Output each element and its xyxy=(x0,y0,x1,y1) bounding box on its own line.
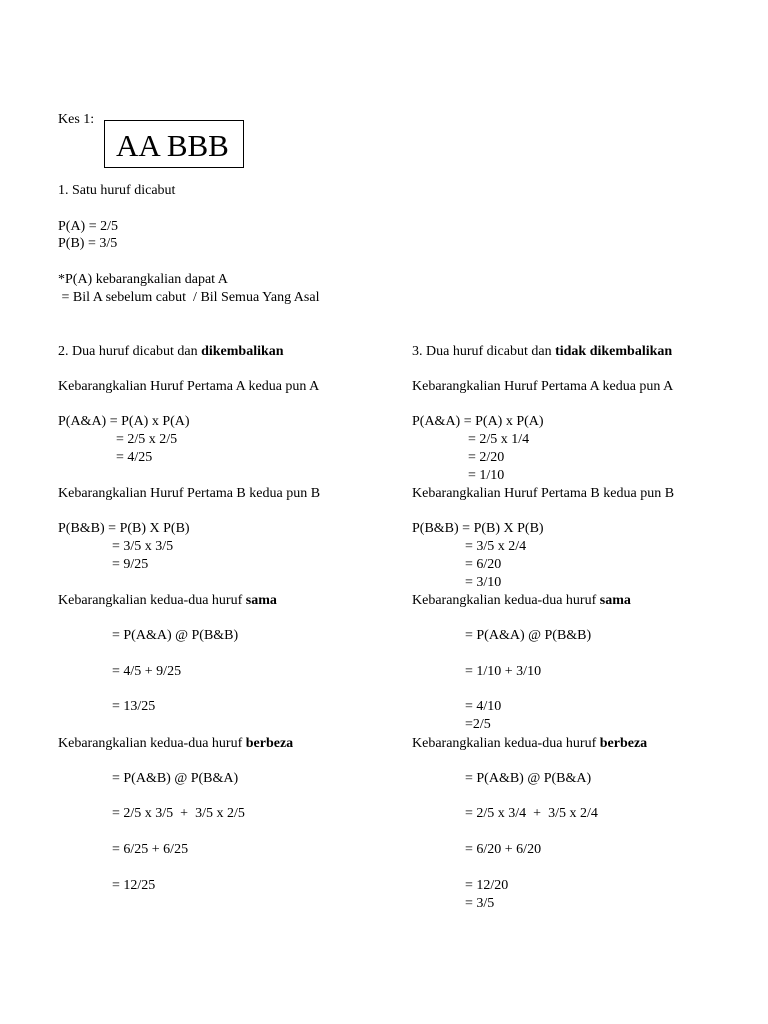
letters-box-text: AA BBB xyxy=(116,128,229,163)
right-heading xyxy=(412,344,672,360)
left-bb-title: Kebarangkalian Huruf Pertama B kedua pun B xyxy=(58,486,321,501)
right-heading-text: 3. Dua huruf dicabut dan xyxy=(412,344,556,359)
case-label: Kes 1: xyxy=(58,112,95,127)
left-heading xyxy=(58,344,284,360)
right-same-title-text: Kebarangkalian kedua-dua huruf xyxy=(412,593,600,608)
right-diff-title-bold: berbeza xyxy=(599,736,648,751)
right-same-line-4: =2/5 xyxy=(465,717,491,732)
prob-b: P(B) = 3/5 xyxy=(58,236,118,251)
right-diff-line-4: = 12/20 xyxy=(465,878,509,893)
right-diff-line-3: = 6/20 + 6/20 xyxy=(465,842,542,857)
left-diff-line-1: = P(A&B) @ P(B&A) xyxy=(112,771,239,786)
right-aa-line-4: = 1/10 xyxy=(468,468,505,483)
left-diff-line-4: = 12/25 xyxy=(112,878,156,893)
right-same-line-1: = P(A&A) @ P(B&B) xyxy=(465,628,592,643)
left-aa-line-1: P(A&A) = P(A) x P(A) xyxy=(58,414,190,429)
note-line-2: = Bil A sebelum cabut / Bil Semua Yang Asal xyxy=(58,290,320,305)
right-aa-title: Kebarangkalian Huruf Pertama A kedua pun A xyxy=(412,379,674,394)
right-bb-line-3: = 6/20 xyxy=(465,557,502,572)
right-same-title xyxy=(412,593,631,609)
left-heading-bold: dikembalikan xyxy=(201,344,284,359)
right-bb-title: Kebarangkalian Huruf Pertama B kedua pun B xyxy=(412,486,675,501)
right-aa-line-3: = 2/20 xyxy=(468,450,505,465)
right-aa-line-2: = 2/5 x 1/4 xyxy=(468,432,530,447)
left-same-title xyxy=(58,593,277,609)
note-line-1: *P(A) kebarangkalian dapat A xyxy=(58,272,228,287)
right-bb-line-1: P(B&B) = P(B) X P(B) xyxy=(412,521,544,536)
right-diff-title-text: Kebarangkalian kedua-dua huruf xyxy=(412,736,600,751)
left-diff-title xyxy=(58,736,293,752)
left-same-line-1: = P(A&A) @ P(B&B) xyxy=(112,628,239,643)
left-aa-title: Kebarangkalian Huruf Pertama A kedua pun A xyxy=(58,379,320,394)
left-bb-line-2: = 3/5 x 3/5 xyxy=(112,539,174,554)
letters-box xyxy=(104,120,244,168)
right-aa-line-1: P(A&A) = P(A) x P(A) xyxy=(412,414,544,429)
left-aa-line-2: = 2/5 x 2/5 xyxy=(116,432,178,447)
left-diff-line-3: = 6/25 + 6/25 xyxy=(112,842,189,857)
right-same-line-2: = 1/10 + 3/10 xyxy=(465,664,542,679)
right-diff-title xyxy=(412,736,647,752)
right-diff-line-2: = 2/5 x 3/4 + 3/5 x 2/4 xyxy=(465,806,598,821)
right-same-line-3: = 4/10 xyxy=(465,699,502,714)
left-aa-line-3: = 4/25 xyxy=(116,450,153,465)
left-same-line-3: = 13/25 xyxy=(112,699,156,714)
right-bb-line-4: = 3/10 xyxy=(465,575,502,590)
question-1: 1. Satu huruf dicabut xyxy=(58,183,176,198)
right-bb-line-2: = 3/5 x 2/4 xyxy=(465,539,527,554)
prob-a: P(A) = 2/5 xyxy=(58,219,119,234)
left-diff-title-bold: berbeza xyxy=(245,736,294,751)
right-diff-line-5: = 3/5 xyxy=(465,896,495,911)
right-diff-line-1: = P(A&B) @ P(B&A) xyxy=(465,771,592,786)
left-same-title-text: Kebarangkalian kedua-dua huruf xyxy=(58,593,246,608)
left-diff-line-2: = 2/5 x 3/5 + 3/5 x 2/5 xyxy=(112,806,245,821)
right-same-title-bold: sama xyxy=(599,593,631,608)
left-same-line-2: = 4/5 + 9/25 xyxy=(112,664,182,679)
left-heading-text: 2. Dua huruf dicabut dan xyxy=(58,344,202,359)
left-bb-line-1: P(B&B) = P(B) X P(B) xyxy=(58,521,190,536)
left-same-title-bold: sama xyxy=(245,593,277,608)
left-bb-line-3: = 9/25 xyxy=(112,557,149,572)
right-heading-bold: tidak dikembalikan xyxy=(555,344,673,359)
left-diff-title-text: Kebarangkalian kedua-dua huruf xyxy=(58,736,246,751)
